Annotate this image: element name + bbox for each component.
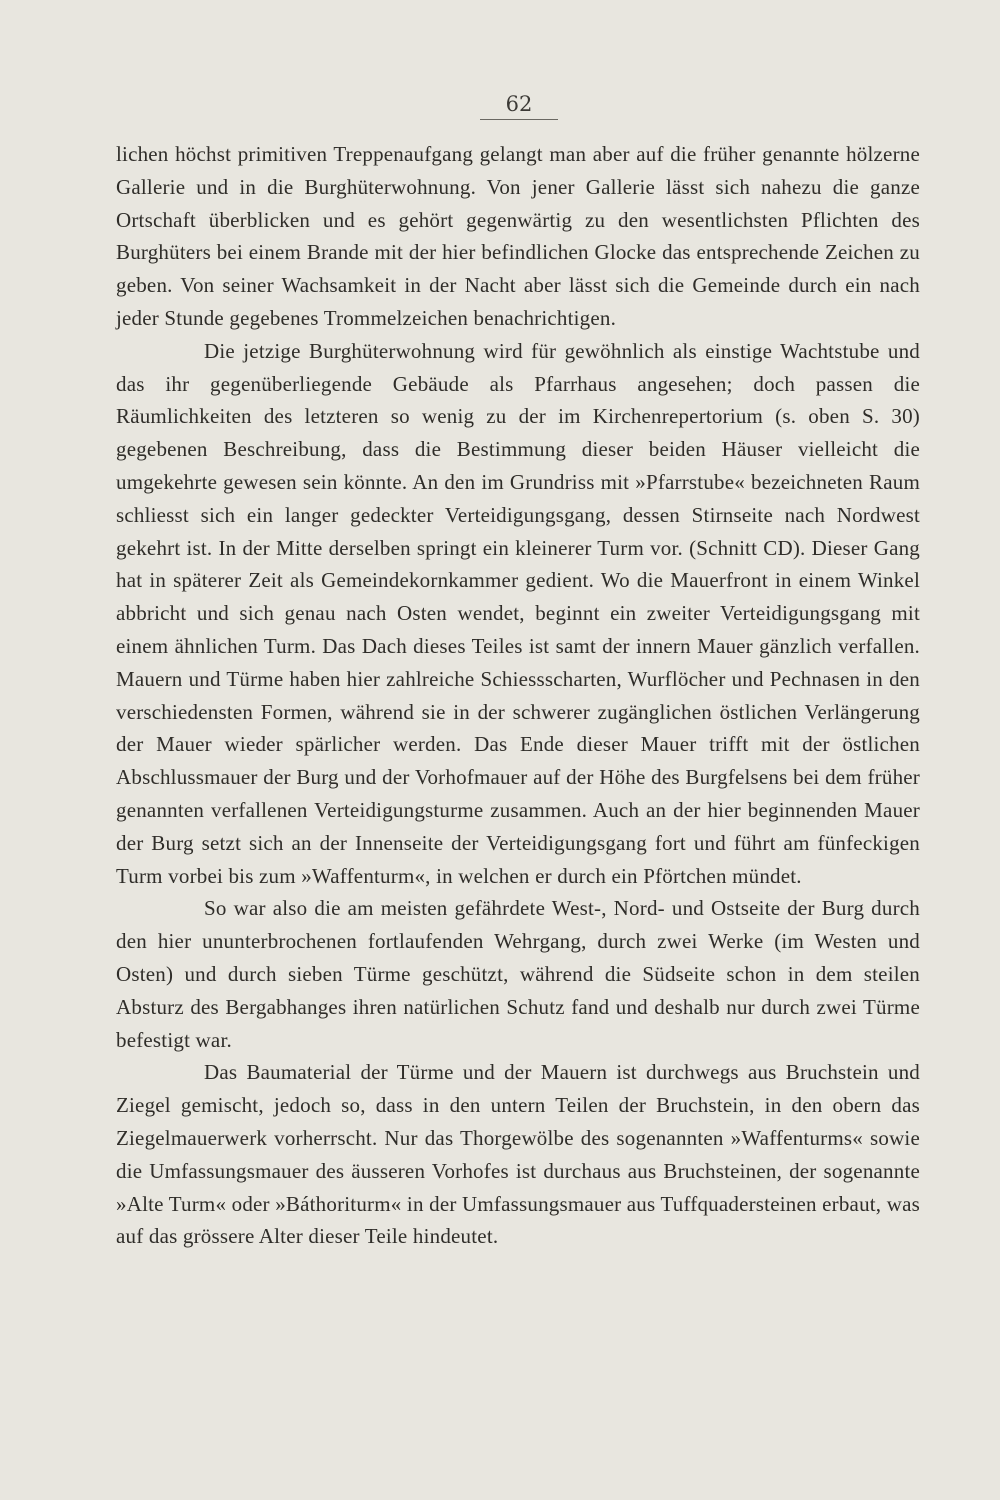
paragraph-1: lichen höchst primitiven Treppenaufgang gelangt man aber auf die früher genannte hölzerne Gallerie und in die Burghüterwohnung. Von jener Gallerie lässt sich nahezu die ganze Ortschaft überblicken und es gehört gegenwärtig zu den wesentlichsten Pflichten des Burghüters bei einem Brande mit der hier befindlichen Glocke das entsprechende Zeichen zu geben. Von seiner Wachsamkeit in der Nacht aber lässt sich die Gemeinde durch ein nach jeder Stunde gegebenes Trommelzeichen benachrichtigen.: [116, 142, 920, 330]
page-number: 62: [505, 92, 533, 116]
page-number-rule: [480, 119, 558, 120]
paragraph-3: So war also die am meisten gefährdete West-, Nord- und Ostseite der Burg durch den hier ununterbrochenen fortlaufenden Wehrgang, durch zwei Werke (im Westen und Osten) und durch sieben Türme geschützt, während die Südseite schon in dem steilen Absturz des Bergabhanges ihren natürlichen Schutz fand und deshalb nur durch zwei Türme befestigt war.: [116, 896, 920, 1052]
paragraph-4: Das Baumaterial der Türme und der Mauern ist durchwegs aus Bruchstein und Ziegel gemischt, jedoch so, dass in den untern Teilen der Bruchstein, in den obern das Ziegelmauerwerk vorherrscht. Nur das Thorgewölbe des sogenannten »Waffenturms« sowie die Umfassungsmauer des äusseren Vorhofes ist durchaus aus Bruchsteinen, der sogenannte »Alte Turm« oder »Báthoriturm« in der Umfassungsmauer aus Tuffquadersteinen erbaut, was auf das grössere Alter dieser Teile hindeutet.: [116, 1060, 920, 1249]
paragraph-2: Die jetzige Burghüterwohnung wird für gewöhnlich als einstige Wachtstube und das ihr gegenüberliegende Gebäude als Pfarrhaus angesehen; doch passen die Räumlichkeiten des letzteren so wenig zu der im Kirchenrepertorium (s. oben S. 30) gegebenen Beschreibung, dass die Bestimmung dieser beiden Häuser vielleicht die umgekehrte gewesen sein könnte. An den im Grundriss mit »Pfarrstube« bezeichneten Raum schliesst sich ein langer gedeckter Verteidigungsgang, dessen Stirnseite nach Nordwest gekehrt ist. In der Mitte derselben springt ein kleinerer Turm vor. (Schnitt CD). Dieser Gang hat in späterer Zeit als Gemeindekornkammer gedient. Wo die Mauerfront in einem Winkel abbricht und sich genau nach Osten wendet, beginnt ein zweiter Verteidigungsgang mit einem ähnlichen Turm. Das Dach dieses Teiles ist samt der innern Mauer gänzlich verfallen. Mauern und Türme haben hier zahlreiche Schiessscharten, Wurflöcher und Pechnasen in den verschiedensten Formen, während sie in der schwerer zugänglichen östlichen Verlängerung der Mauer wieder spärlicher werden. Das Ende dieser Mauer trifft mit der östlichen Abschlussmauer der Burg und der Vorhofmauer auf der Höhe des Burgfelsens bei dem früher genannten verfallenen Verteidigungsturme zusammen. Auch an der hier beginnenden Mauer der Burg setzt sich an der Innenseite der Verteidigungsgang fort und führt am fünfeckigen Turm vorbei bis zum »Waffenturm«, in welchen er durch ein Pförtchen mündet.: [116, 338, 920, 888]
body-text: [116, 138, 920, 1253]
